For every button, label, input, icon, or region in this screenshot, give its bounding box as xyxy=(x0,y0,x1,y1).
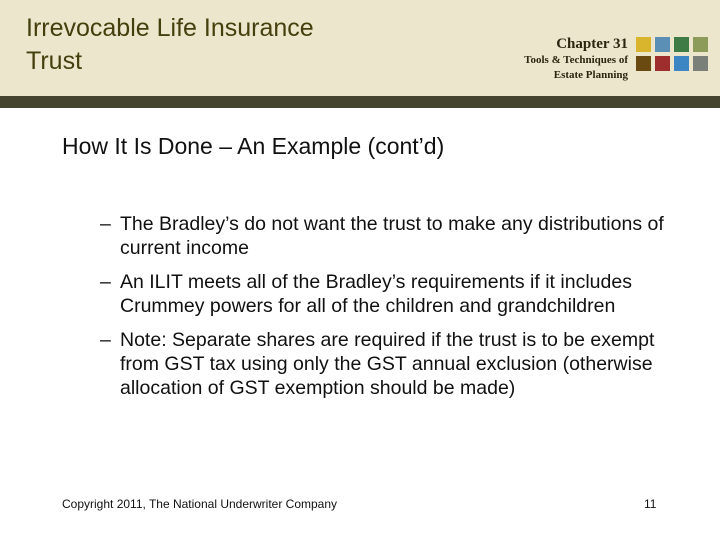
bullet-list xyxy=(100,212,670,410)
dash-bullet-icon: – xyxy=(100,271,111,293)
dash-bullet-icon: – xyxy=(100,213,111,235)
chapter-number: Chapter 31 xyxy=(556,36,628,52)
bullet-item xyxy=(100,328,670,400)
decor-square-7 xyxy=(674,56,689,71)
header-band xyxy=(0,0,720,96)
decor-square-1 xyxy=(636,37,651,52)
bullet-item xyxy=(100,212,670,260)
chapter-subtitle-line1: Tools & Techniques of xyxy=(524,54,628,66)
bullet-text: The Bradley’s do not want the trust to make any distributions of current income xyxy=(120,213,664,259)
decor-square-5 xyxy=(636,56,651,71)
chapter-info xyxy=(524,36,628,83)
slide-title: How It Is Done – An Example (cont’d) xyxy=(62,133,445,159)
bullet-text: An ILIT meets all of the Bradley’s requirements if it includes Crummey powers for all of the children and grandchildren xyxy=(120,271,632,317)
deck-title: Irrevocable Life Insurance Trust xyxy=(26,14,314,75)
decor-square-3 xyxy=(674,37,689,52)
decor-square-6 xyxy=(655,56,670,71)
dash-bullet-icon: – xyxy=(100,329,111,351)
bullet-item xyxy=(100,270,670,318)
footer-copyright: Copyright 2011, The National Underwriter Company xyxy=(62,497,338,511)
page-number: 11 xyxy=(644,497,657,511)
chapter-subtitle-line2: Estate Planning xyxy=(553,69,628,81)
decor-square-8 xyxy=(693,56,708,71)
bullet-text: Note: Separate shares are required if the trust is to be exempt from GST tax using only the GST annual exclusion (otherwise allocation of GST exemption should be made) xyxy=(120,329,655,399)
header-divider-bar xyxy=(0,96,720,108)
decor-square-4 xyxy=(693,37,708,52)
decor-square-2 xyxy=(655,37,670,52)
